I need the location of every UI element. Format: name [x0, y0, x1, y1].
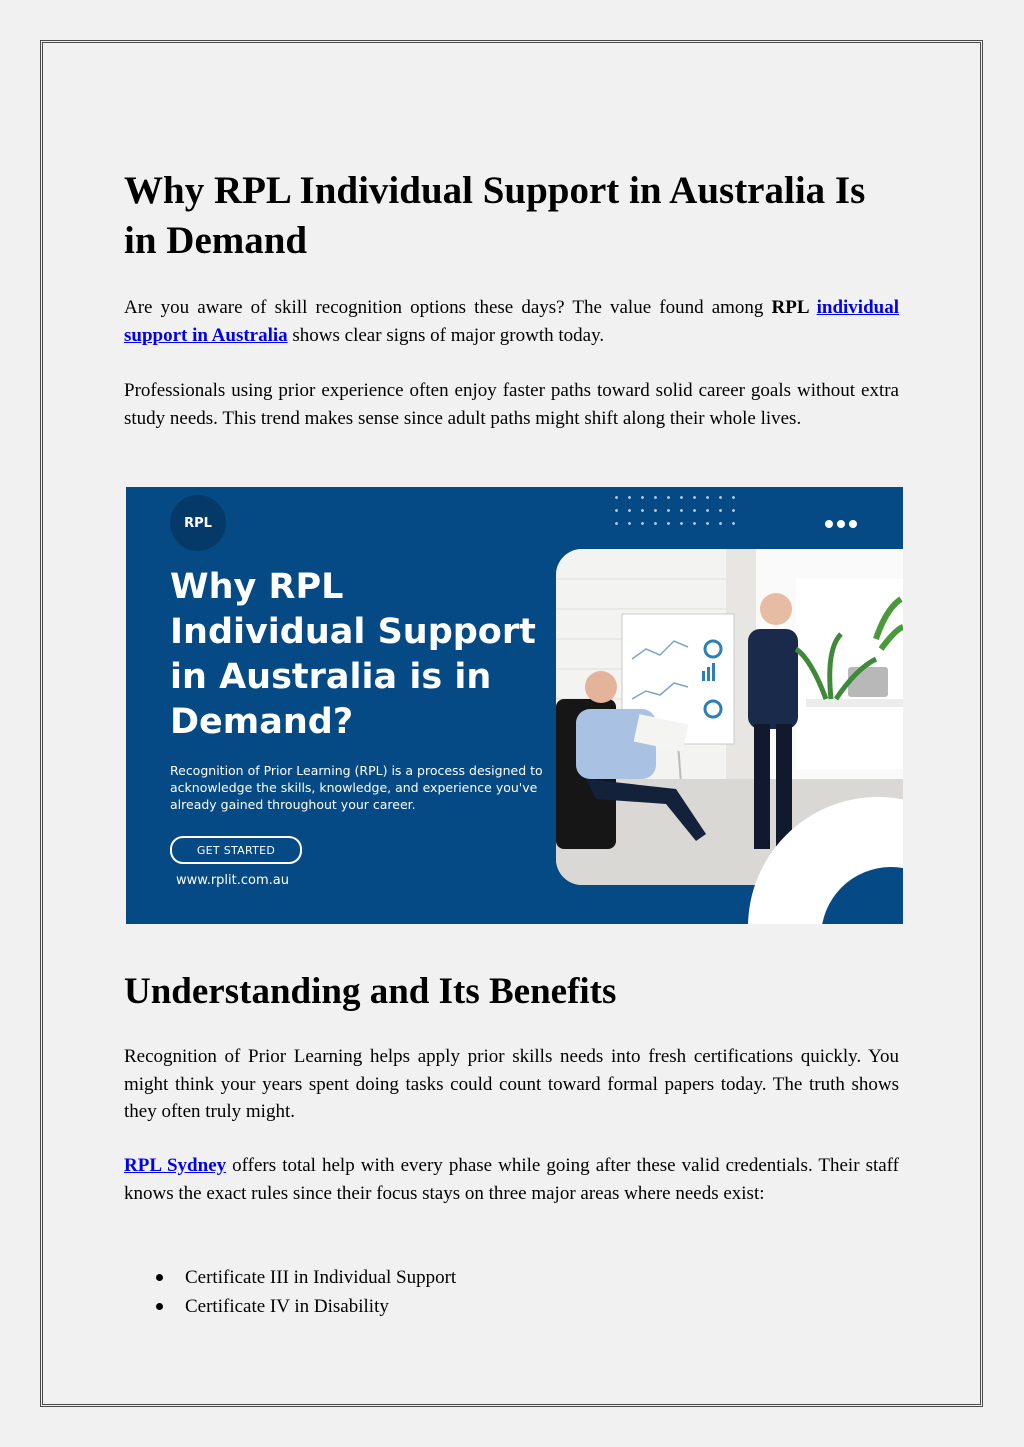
section-heading: Understanding and Its Benefits: [124, 971, 617, 1012]
rpl-sydney-paragraph: [124, 1152, 899, 1207]
page-title: Why RPL Individual Support in Australia Is in Demand: [124, 169, 866, 262]
banner-url: www.rplit.com.au: [176, 873, 289, 888]
banner-title: Why RPL Individual Support in Australia is in Demand?: [170, 567, 536, 742]
list-item: [124, 1293, 456, 1322]
list-item: [124, 1264, 456, 1293]
individual-support-link[interactable]: individual support in Australia: [124, 297, 899, 346]
intro-bold: RPL: [771, 297, 817, 318]
intro-paragraph: [124, 294, 899, 349]
banner-description: Recognition of Prior Learning (RPL) is a process designed to acknowledge the skills, knowledge, and experience you've already gained throughout your career.: [170, 763, 543, 812]
rpl-sydney-text: offers total help with every phase while going after these valid credentials. Their staff knows the exact rules since their focus stays on three major areas where needs exist:: [124, 1155, 899, 1204]
list-item-label: Certificate III in Individual Support: [185, 1267, 457, 1288]
more-dots-icon: [825, 520, 857, 528]
rpl-explanation-paragraph: Recognition of Prior Learning helps apply prior skills needs into fresh certifications quickly. You might think your years spent doing tasks could count toward formal papers today. The truth shows they often truly might.: [124, 1046, 899, 1122]
bullet-icon: [156, 1303, 163, 1310]
promo-banner-image: [126, 487, 903, 924]
list-item-label: Certificate IV in Disability: [185, 1295, 389, 1317]
intro-text: Are you aware of skill recognition options these days? The value found among: [124, 297, 772, 318]
rpl-sydney-link[interactable]: RPL Sydney: [124, 1155, 227, 1176]
get-started-button[interactable]: GET STARTED: [170, 836, 302, 864]
rpl-logo: RPL: [170, 495, 226, 551]
professionals-paragraph: Professionals using prior experience often enjoy faster paths toward solid career goals without extra study needs. This trend makes sense since adult paths might shift along their whole lives.: [124, 380, 899, 429]
intro-text-end: shows clear signs of major growth today.: [287, 324, 605, 346]
bullet-icon: [156, 1274, 163, 1281]
certificate-list: [124, 1264, 456, 1321]
dot-pattern-decoration: [610, 491, 740, 525]
